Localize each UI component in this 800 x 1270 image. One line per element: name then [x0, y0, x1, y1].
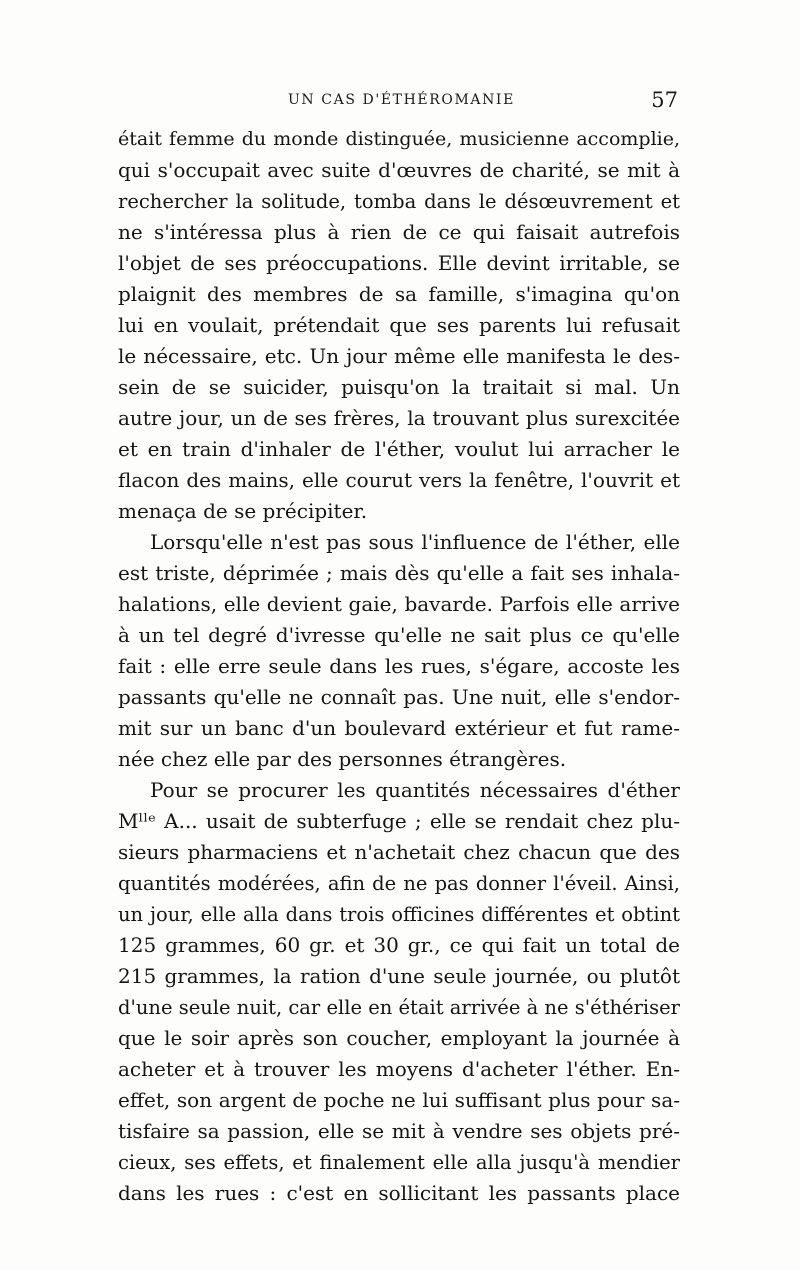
text-line: sein de se suicider, puisqu'on la traitait si mal. Un [118, 375, 680, 399]
paragraph-2 [118, 527, 680, 775]
text-line: quantités modérées, afin de ne pas donner l'éveil. Ainsi, [118, 872, 680, 895]
text-line: le nécessaire, etc. Un jour même elle manifesta le des- [118, 344, 680, 368]
text-line: est triste, déprimée ; mais dès qu'elle a fait ses inhala- [118, 561, 680, 585]
paragraph-3 [118, 775, 680, 1209]
body-text [118, 124, 680, 1209]
text-line: Mˡˡᵉ A... usait de subterfuge ; elle se rendait chez plu- [118, 809, 680, 833]
text-line: acheter et à trouver les moyens d'acheter l'éther. En- [118, 1057, 680, 1081]
text-line: autre jour, un de ses frères, la trouvant plus surexcitée [118, 406, 680, 430]
text-line: née chez elle par des personnes étrangères. [118, 747, 567, 771]
text-line: effet, son argent de poche ne lui suffisant plus pour sa- [118, 1088, 680, 1112]
text-line: plaignit des membres de sa famille, s'imagina qu'on [118, 282, 680, 306]
text-line: menaça de se précipiter. [118, 499, 368, 523]
text-line: à un tel degré d'ivresse qu'elle ne sait plus ce qu'elle [118, 623, 680, 647]
text-line: flacon des mains, elle courut vers la fenêtre, l'ouvrit et [118, 468, 680, 492]
paragraph-1 [118, 124, 680, 527]
text-line: Lorsqu'elle n'est pas sous l'influence de l'éther, elle [150, 530, 680, 554]
text-line: qui s'occupait avec suite d'œuvres de charité, se mit à [118, 158, 680, 182]
text-line: 125 grammes, 60 gr. et 30 gr., ce qui fait un total de [118, 933, 680, 957]
text-line: était femme du monde distinguée, musicienne accomplie, [118, 128, 680, 150]
page-number: 57 [651, 88, 678, 112]
text-line: dans les rues : c'est en sollicitant les passants place [118, 1181, 680, 1205]
text-line: fait : elle erre seule dans les rues, s'égare, accoste les [118, 654, 680, 678]
text-line: que le soir après son coucher, employant la journée à [118, 1026, 680, 1050]
text-line: mit sur un banc d'un boulevard extérieur et fut ramе- [118, 716, 680, 740]
text-line: 215 grammes, la ration d'une seule journée, ou plutôt [118, 964, 680, 988]
text-line: sieurs pharmaciens et n'achetait chez chacun que des [118, 840, 680, 864]
text-line: ne s'intéressa plus à rien de ce qui faisait autrefois [118, 220, 680, 244]
text-line: un jour, elle alla dans trois officines différentes et obtint [118, 903, 680, 926]
running-head [118, 88, 680, 114]
text-line: d'une seule nuit, car elle en était arrivée à ne s'éthériser [118, 996, 680, 1019]
text-line: halations, elle devient gaie, bavarde. Parfois elle arrive [118, 592, 680, 616]
running-title: UN CAS D'ÉTHÉROMANIE [288, 92, 515, 108]
text-line: et en train d'inhaler de l'éther, voulut lui arracher le [118, 437, 680, 461]
text-line: passants qu'elle ne connaît pas. Une nuit, elle s'endor- [118, 685, 680, 709]
text-line: l'objet de ses préoccupations. Elle devint irritable, se [118, 251, 680, 275]
text-line: lui en voulait, prétendait que ses parents lui refusait [118, 313, 680, 337]
text-line: rechercher la solitude, tomba dans le désœuvrement et [118, 190, 680, 213]
text-line: tisfaire sa passion, elle se mit à vendre ses objets pré- [118, 1119, 680, 1143]
text-line: cieux, ses effets, et finalement elle alla jusqu'à mendier [118, 1151, 680, 1174]
text-line: Pour se procurer les quantités nécessaires d'éther [150, 778, 680, 802]
